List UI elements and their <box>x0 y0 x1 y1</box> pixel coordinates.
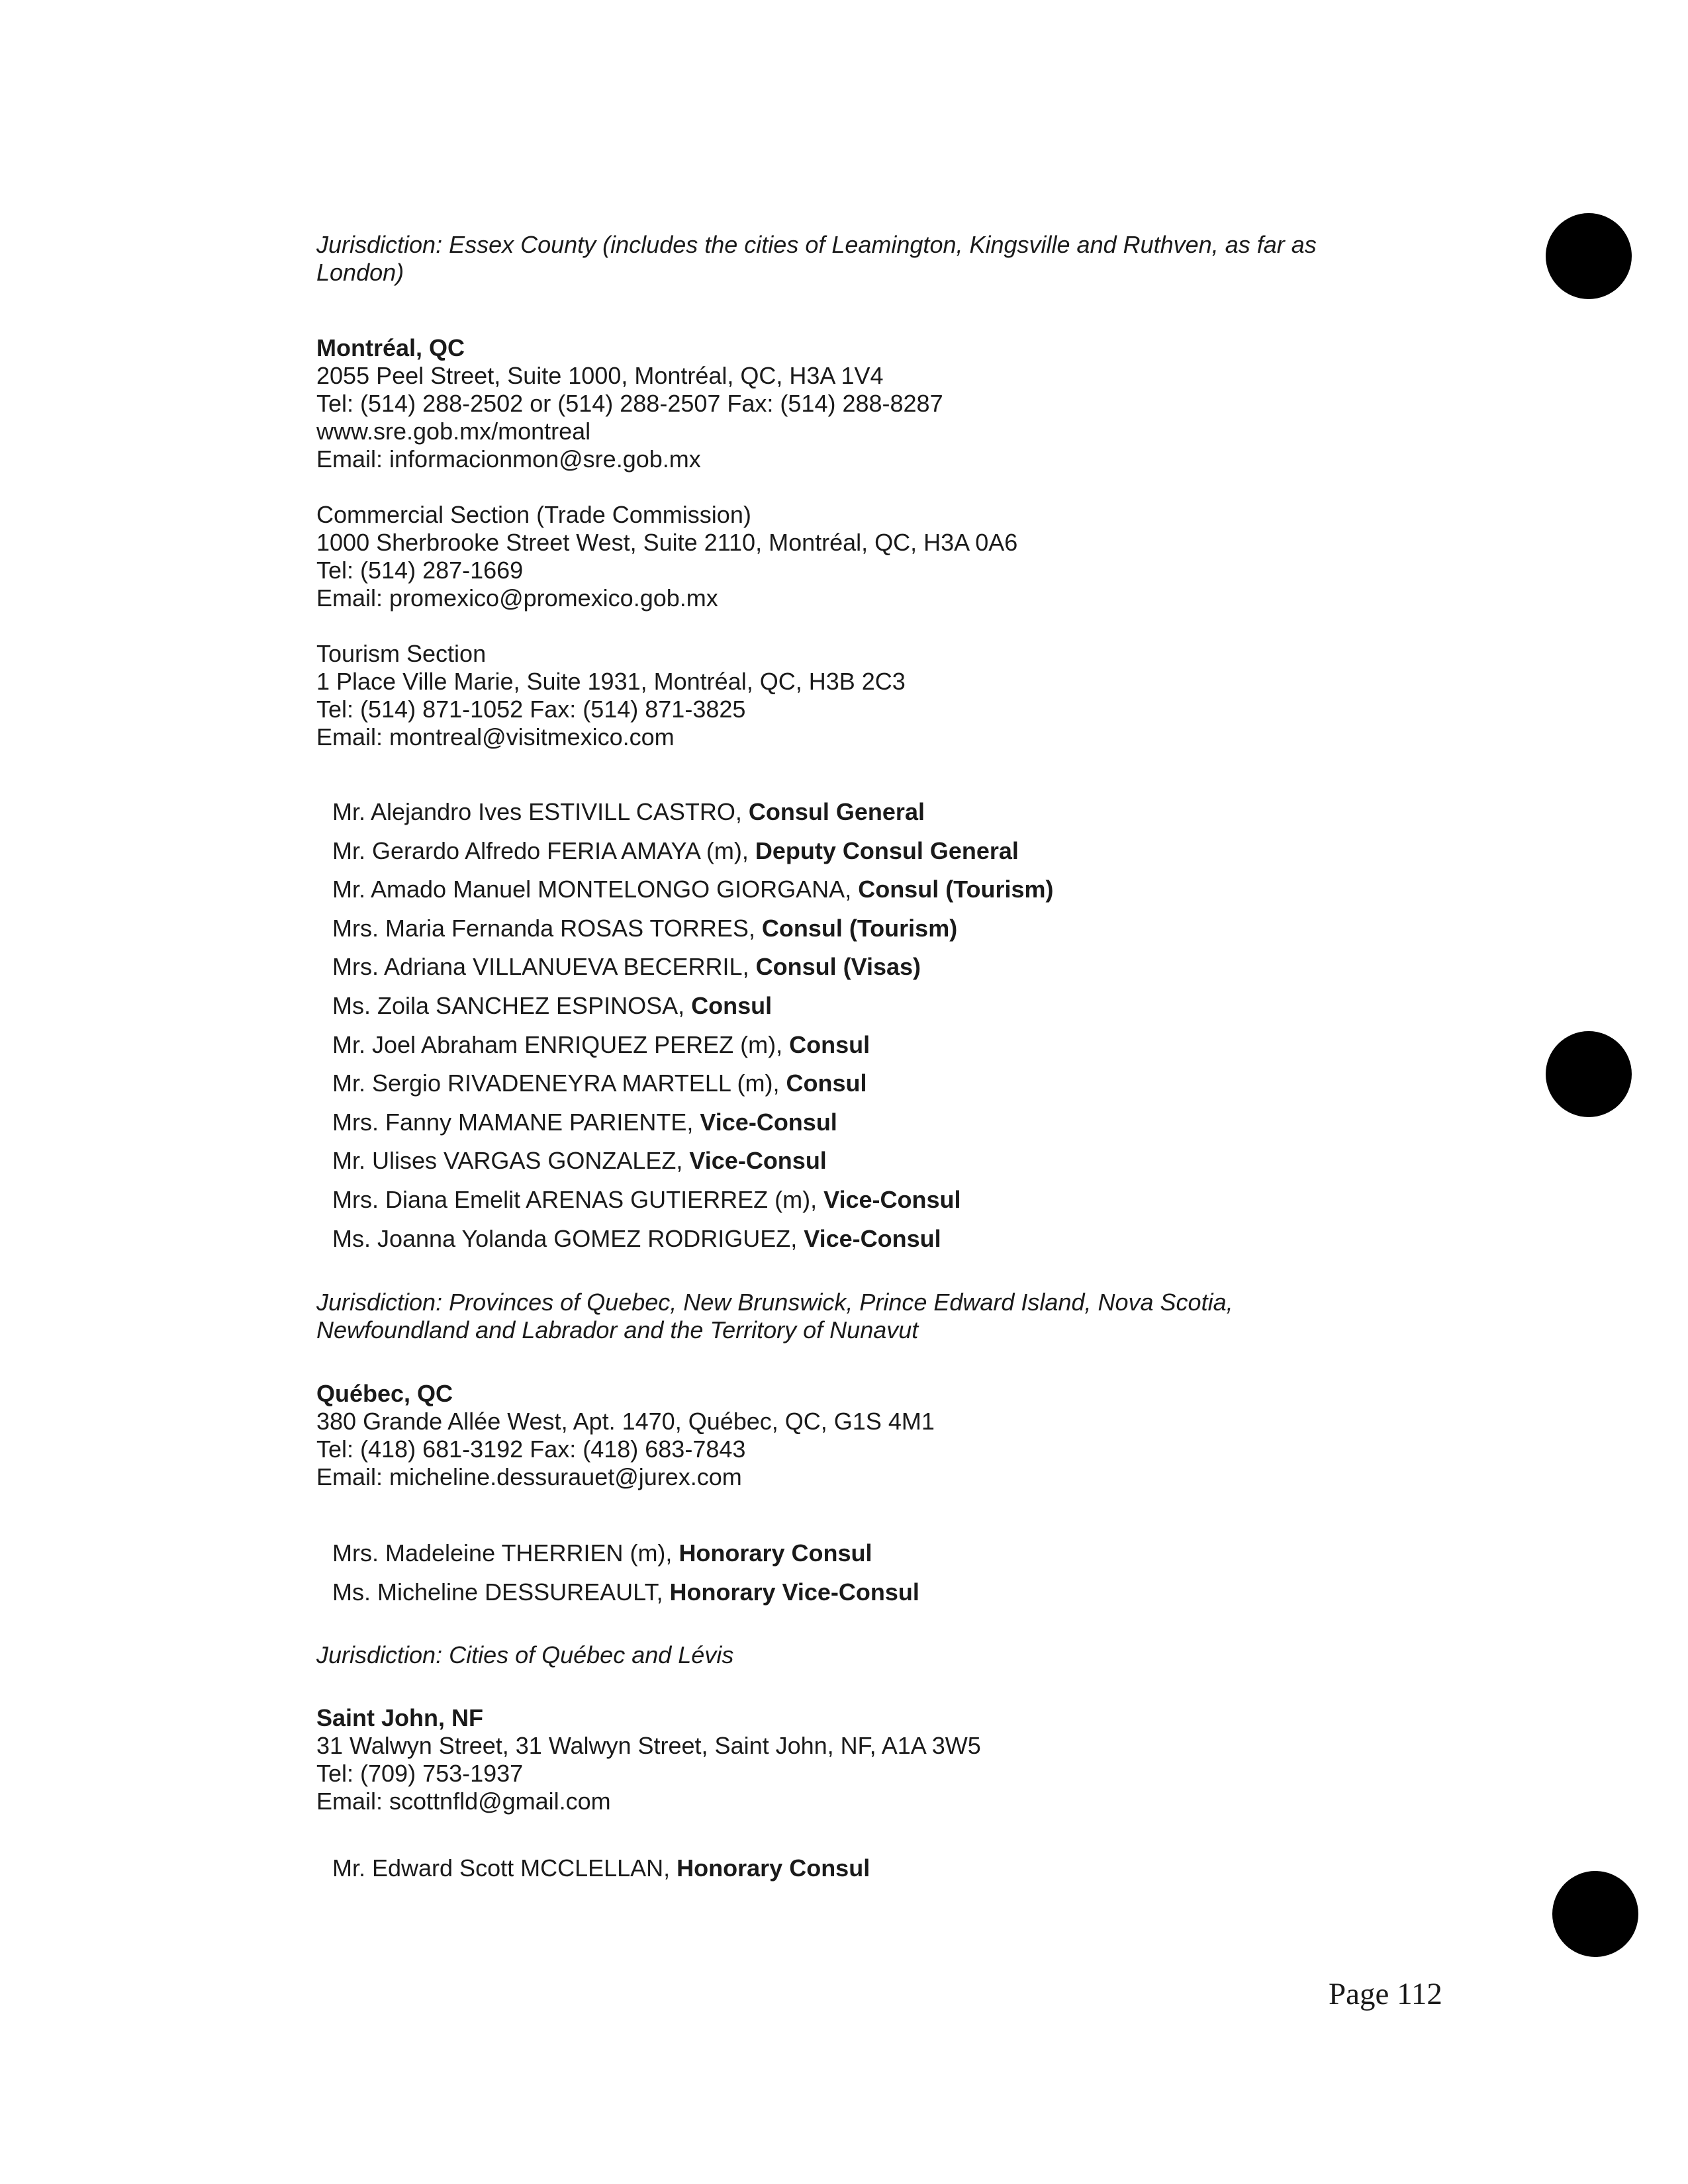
staff-name: Mr. Joel Abraham ENRIQUEZ PEREZ (m), <box>332 1030 790 1058</box>
consulate-phone: Tel: (514) 288-2502 or (514) 288-2507 Fax: (514) 288-8287 <box>316 390 943 417</box>
consulate-address: 2055 Peel Street, Suite 1000, Montréal, QC, H3A 1V4 <box>316 362 884 389</box>
staff-name: Ms. Micheline DESSUREAULT, <box>332 1578 670 1606</box>
consulate-quebec <box>316 1380 1402 1491</box>
consulate-heading: Saint John, NF <box>316 1704 483 1731</box>
consulate-montreal <box>316 334 1402 473</box>
consulate-email: Email: scottnfld@gmail.com <box>316 1788 611 1815</box>
section-heading: Commercial Section (Trade Commission) <box>316 501 751 528</box>
staff-name: Mrs. Adriana VILLANUEVA BECERRIL, <box>332 953 756 981</box>
staff-title: Consul <box>789 1030 870 1058</box>
page-number: Page 112 <box>1329 1977 1442 2011</box>
staff-title: Vice-Consul <box>823 1185 961 1213</box>
consulate-heading: Montréal, QC <box>316 334 465 361</box>
consulate-address: 31 Walwyn Street, 31 Walwyn Street, Saint John, NF, A1A 3W5 <box>316 1732 981 1759</box>
staff-name: Mrs. Fanny MAMANE PARIENTE, <box>332 1108 700 1136</box>
staff-name: Mrs. Madeleine THERRIEN (m), <box>332 1539 679 1567</box>
commercial-section <box>316 501 1402 612</box>
staff-entry <box>332 870 1418 909</box>
section-phone: Tel: (514) 287-1669 <box>316 557 524 584</box>
staff-name: Ms. Zoila SANCHEZ ESPINOSA, <box>332 991 692 1019</box>
tourism-section <box>316 640 1402 751</box>
staff-title: Consul <box>786 1069 867 1097</box>
jurisdiction-quebec <box>316 1641 1402 1669</box>
section-address: 1 Place Ville Marie, Suite 1931, Montréal, QC, H3B 2C3 <box>316 668 906 695</box>
staff-entry <box>332 987 1418 1026</box>
consulate-email: Email: micheline.dessurauet@jurex.com <box>316 1463 742 1490</box>
staff-entry <box>332 909 1418 948</box>
consulate-saint-john <box>316 1704 1402 1815</box>
staff-name: Mrs. Maria Fernanda ROSAS TORRES, <box>332 914 762 942</box>
staff-title: Honorary Vice-Consul <box>669 1578 919 1606</box>
staff-title: Honorary Consul <box>677 1854 870 1882</box>
consulate-phone: Tel: (418) 681-3192 Fax: (418) 683-7843 <box>316 1435 746 1463</box>
staff-name: Mr. Sergio RIVADENEYRA MARTELL (m), <box>332 1069 786 1097</box>
staff-entry <box>332 1142 1418 1181</box>
staff-entry <box>332 1181 1418 1220</box>
staff-title: Vice-Consul <box>689 1147 827 1175</box>
punch-hole-middle <box>1546 1031 1632 1117</box>
staff-title: Consul <box>691 991 773 1019</box>
staff-entry <box>332 793 1418 832</box>
staff-entry <box>332 1064 1418 1103</box>
staff-entry <box>332 948 1418 987</box>
section-email: Email: promexico@promexico.gob.mx <box>316 584 718 612</box>
jurisdiction-quebec-text: Jurisdiction: Cities of Québec and Lévis <box>316 1641 734 1668</box>
staff-title: Honorary Consul <box>679 1539 872 1567</box>
staff-entry <box>332 832 1418 871</box>
staff-title: Consul (Tourism) <box>858 876 1054 903</box>
jurisdiction-montreal <box>316 1289 1336 1344</box>
consulate-address: 380 Grande Allée West, Apt. 1470, Québec, QC, G1S 4M1 <box>316 1408 935 1435</box>
staff-title: Vice-Consul <box>700 1108 837 1136</box>
jurisdiction-montreal-text: Jurisdiction: Provinces of Quebec, New Brunswick, Prince Edward Island, Nova Scotia, Newfoundland and Labrador and the Territory of Nunavut <box>316 1289 1233 1343</box>
staff-title: Consul General <box>748 798 925 825</box>
staff-title: Deputy Consul General <box>755 837 1019 864</box>
staff-entry <box>332 1026 1418 1065</box>
section-address: 1000 Sherbrooke Street West, Suite 2110, Montréal, QC, H3A 0A6 <box>316 529 1018 556</box>
staff-name: Mr. Gerardo Alfredo FERIA AMAYA (m), <box>332 837 755 864</box>
saint-john-staff-list <box>332 1849 1418 1888</box>
staff-name: Mr. Alejandro Ives ESTIVILL CASTRO, <box>332 798 749 825</box>
staff-entry <box>332 1220 1418 1259</box>
quebec-staff-list <box>332 1534 1418 1612</box>
section-phone: Tel: (514) 871-1052 Fax: (514) 871-3825 <box>316 696 746 723</box>
staff-entry <box>332 1103 1418 1142</box>
staff-entry <box>332 1573 1418 1612</box>
staff-name: Mrs. Diana Emelit ARENAS GUTIERREZ (m), <box>332 1185 824 1213</box>
staff-title: Consul (Tourism) <box>761 914 958 942</box>
consulate-heading: Québec, QC <box>316 1380 453 1407</box>
staff-name: Mr. Ulises VARGAS GONZALEZ, <box>332 1147 690 1175</box>
staff-entry <box>332 1534 1418 1573</box>
staff-name: Ms. Joanna Yolanda GOMEZ RODRIGUEZ, <box>332 1224 804 1252</box>
consulate-email: Email: informacionmon@sre.gob.mx <box>316 445 701 473</box>
consulate-website: www.sre.gob.mx/montreal <box>316 418 591 445</box>
punch-hole-bottom <box>1552 1871 1638 1957</box>
staff-title: Vice-Consul <box>804 1224 941 1252</box>
section-email: Email: montreal@visitmexico.com <box>316 723 675 751</box>
jurisdiction-essex-text: Jurisdiction: Essex County (includes the cities of Leamington, Kingsville and Ruthven, as far as London) <box>316 231 1317 286</box>
jurisdiction-essex <box>316 231 1362 287</box>
staff-name: Mr. Edward Scott MCCLELLAN, <box>332 1854 677 1882</box>
staff-title: Consul (Visas) <box>755 953 921 981</box>
punch-hole-top <box>1546 213 1632 299</box>
staff-entry <box>332 1849 1418 1888</box>
section-heading: Tourism Section <box>316 640 487 667</box>
montreal-staff-list <box>332 793 1418 1258</box>
staff-name: Mr. Amado Manuel MONTELONGO GIORGANA, <box>332 876 859 903</box>
consulate-phone: Tel: (709) 753-1937 <box>316 1760 524 1787</box>
